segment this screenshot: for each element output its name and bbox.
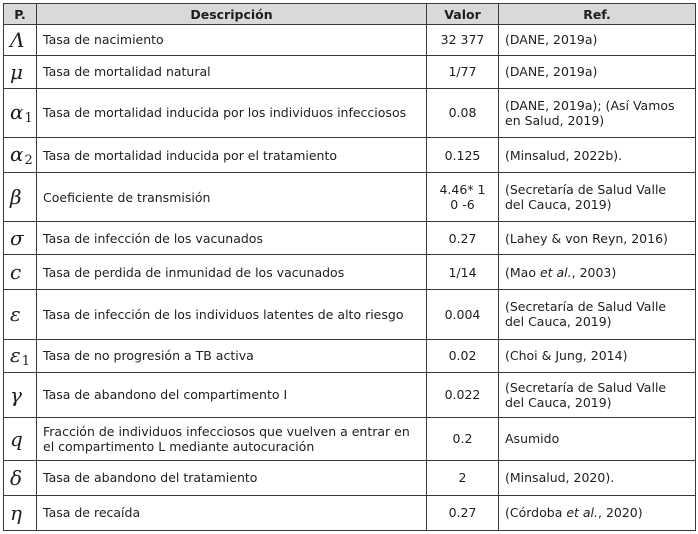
parameter-symbol — [4, 290, 37, 339]
parameter-value: 0.022 — [427, 372, 499, 417]
parameters-table — [3, 3, 696, 531]
parameter-value: 0.02 — [427, 339, 499, 372]
header-p: P. — [4, 4, 37, 25]
table-row — [4, 25, 696, 56]
reference-text: (DANE, 2019a); (Así Vamos en Salud, 2019) — [505, 97, 675, 128]
parameter-value: 0.125 — [427, 138, 499, 173]
parameter-description: Tasa de no progresión a TB activa — [37, 339, 427, 372]
table-row — [4, 138, 696, 173]
parameter-description: Tasa de perdida de inmunidad de los vacunados — [37, 255, 427, 290]
table-row — [4, 222, 696, 255]
parameter-reference — [499, 372, 696, 417]
symbol-char: q — [10, 426, 23, 451]
parameter-reference — [499, 290, 696, 339]
table-row — [4, 495, 696, 530]
symbol-char: β — [10, 185, 22, 210]
header-row — [4, 4, 696, 25]
parameter-value: 0.27 — [427, 222, 499, 255]
parameter-value: 0.004 — [427, 290, 499, 339]
symbol-char: α — [10, 142, 24, 167]
parameter-description: Tasa de recaída — [37, 495, 427, 530]
symbol-char: c — [10, 260, 22, 285]
reference-text: (Mao — [505, 264, 540, 280]
parameter-reference — [499, 88, 696, 137]
symbol-char: α — [10, 99, 24, 124]
parameter-symbol — [4, 495, 37, 530]
header-valor: Valor — [427, 4, 499, 25]
table-row — [4, 88, 696, 137]
parameter-symbol — [4, 372, 37, 417]
symbol-char: ε — [10, 302, 21, 327]
parameter-symbol — [4, 460, 37, 495]
table-row — [4, 372, 696, 417]
parameter-value: 32 377 — [427, 25, 499, 56]
header-descripcion: Descripción — [37, 4, 427, 25]
table-row — [4, 417, 696, 460]
symbol-char: μ — [10, 59, 23, 84]
reference-text: Asumido — [505, 431, 560, 447]
parameter-reference — [499, 495, 696, 530]
parameter-reference — [499, 222, 696, 255]
parameter-reference — [499, 460, 696, 495]
table-row — [4, 255, 696, 290]
reference-et-al: et al. — [566, 505, 598, 521]
symbol-char: Λ — [10, 27, 25, 52]
reference-text: (Minsalud, 2022b). — [505, 147, 623, 163]
parameter-symbol — [4, 417, 37, 460]
parameter-description: Tasa de mortalidad natural — [37, 55, 427, 88]
symbol-char: σ — [10, 226, 24, 251]
parameter-symbol — [4, 55, 37, 88]
parameter-description: Tasa de abandono del tratamiento — [37, 460, 427, 495]
reference-text: (DANE, 2019a) — [505, 32, 598, 48]
parameter-reference — [499, 25, 696, 56]
symbol-char: ε — [10, 342, 21, 367]
parameter-value: 1/77 — [427, 55, 499, 88]
reference-text: (DANE, 2019a) — [505, 64, 598, 80]
parameter-value: 2 — [427, 460, 499, 495]
reference-year: , 2003) — [571, 264, 617, 280]
parameter-description: Tasa de infección de los individuos latentes de alto riesgo — [37, 290, 427, 339]
parameter-reference — [499, 55, 696, 88]
reference-text: (Secretaría de Salud Valle del Cauca, 2019) — [505, 379, 667, 410]
parameter-value: 4.46* 1 0 -6 — [427, 173, 499, 222]
parameter-description: Tasa de mortalidad inducida por el tratamiento — [37, 138, 427, 173]
parameter-reference — [499, 138, 696, 173]
parameter-symbol — [4, 138, 37, 173]
parameter-symbol — [4, 339, 37, 372]
parameter-symbol — [4, 25, 37, 56]
reference-text: (Lahey & von Reyn, 2016) — [505, 230, 668, 246]
parameter-value: 0.2 — [427, 417, 499, 460]
parameter-description: Fracción de individuos infecciosos que vuelven a entrar en el compartimento L mediante autocuración — [37, 417, 427, 460]
reference-text: (Córdoba — [505, 505, 567, 521]
parameter-value: 0.27 — [427, 495, 499, 530]
symbol-subscript: 1 — [24, 110, 33, 126]
parameter-symbol — [4, 222, 37, 255]
reference-text: (Secretaría de Salud Valle del Cauca, 2019) — [505, 299, 667, 330]
parameter-value: 1/14 — [427, 255, 499, 290]
parameter-description: Tasa de infección de los vacunados — [37, 222, 427, 255]
symbol-char: γ — [10, 382, 22, 407]
symbol-char: η — [10, 500, 22, 525]
parameter-reference — [499, 255, 696, 290]
reference-et-al: et al. — [539, 264, 572, 280]
parameter-reference — [499, 339, 696, 372]
parameter-description: Tasa de abandono del compartimento I — [37, 372, 427, 417]
symbol-subscript: 2 — [24, 153, 33, 169]
parameter-reference — [499, 417, 696, 460]
table-row — [4, 173, 696, 222]
table-row — [4, 339, 696, 372]
header-ref: Ref. — [499, 4, 696, 25]
symbol-char: δ — [10, 465, 23, 490]
reference-text: (Choi & Jung, 2014) — [505, 348, 628, 364]
symbol-subscript: 1 — [21, 353, 31, 369]
parameter-symbol — [4, 255, 37, 290]
parameter-description: Tasa de mortalidad inducida por los individuos infecciosos — [37, 88, 427, 137]
reference-text: (Minsalud, 2020). — [505, 470, 615, 486]
reference-year: , 2020) — [598, 505, 643, 521]
parameter-description: Tasa de nacimiento — [37, 25, 427, 56]
parameter-value: 0.08 — [427, 88, 499, 137]
table-row — [4, 290, 696, 339]
table-row — [4, 55, 696, 88]
parameter-symbol — [4, 173, 37, 222]
parameter-description: Coeficiente de transmisión — [37, 173, 427, 222]
reference-text: (Secretaría de Salud Valle del Cauca, 2019) — [505, 182, 667, 213]
table-row — [4, 460, 696, 495]
parameter-symbol — [4, 88, 37, 137]
parameter-reference — [499, 173, 696, 222]
